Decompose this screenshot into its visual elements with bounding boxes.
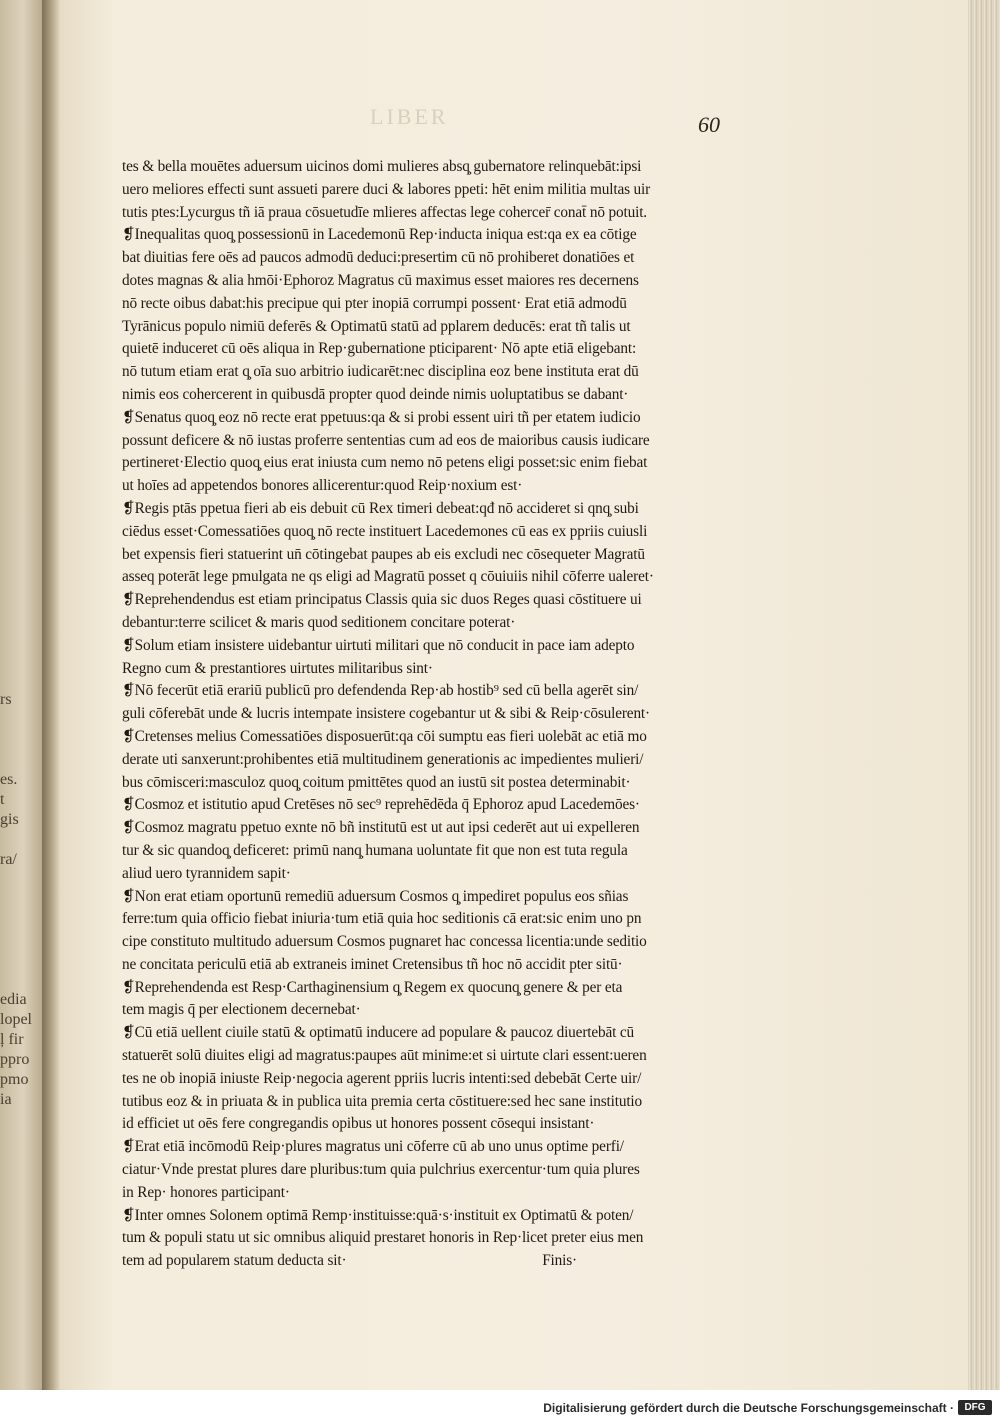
text-line: uero meliores effecti sunt assueti parere duci & labores ppeti: hēt enim militia multas uir (122, 180, 651, 198)
text-line: ne concitata periculū etiā ab extraneis iminet Cretensibus tñ hoc nō accidit pter sitū· (122, 955, 623, 973)
running-head-showthrough: LIBER (370, 104, 449, 129)
text-line: Regno cum & prestantiores uirtutes militaribus sint· (122, 659, 433, 677)
text-line: debantur:terre scilicet & maris quod seditionem concitare poterat· (122, 613, 516, 631)
text-line: statuerēt solū diuites eligi ad magratus:paupes aūt minime:et si uirtute clari essent:ueren (122, 1047, 647, 1065)
text-line: bus cōmisceri:masculoz quoq̧ coitum pmittētes quod an iustū sit postea determinabit· (122, 773, 631, 791)
facing-page-edge (0, 0, 42, 1390)
facing-page-fragment: edia (0, 991, 27, 1008)
text-line: ❡Non erat etiam oportunū remediū aduersum Cosmos q̧ impediret populus eos sñias (122, 887, 629, 905)
facing-page-fragment: es. (0, 771, 18, 788)
text-line: id efficiet ut oēs fere congregandis opibus ut honores possent cōsequi insistant· (122, 1115, 595, 1133)
text-line: aliud uero tyrannidem sapit· (122, 864, 291, 882)
text-line: asseq poterāt lege pmulgata ne qs eligi ad Magratū posset q cōuiuiis nihil cōferre ualeret· (122, 568, 654, 586)
facing-page-fragment: gis (0, 811, 19, 828)
facing-page-fragment: ia (0, 1091, 12, 1108)
dfg-logo: DFG (958, 1400, 992, 1415)
text-line: tutis ptes:Lycurgus tñ iā praua cōsuetudīe mlieres affectas lege cohercer̄ conat̄ nō potuit. (122, 203, 647, 221)
facing-page-fragment (0, 930, 30, 950)
folio-number: 60 (698, 112, 720, 137)
facing-page-fragment (0, 870, 30, 890)
text-line: ❡Reprehendenda est Resp·Carthaginensium q̧ Regem ex quocunq̧ genere & per eta (122, 978, 623, 996)
facing-page-fragment: ra/ (0, 851, 17, 868)
book-gutter (42, 0, 60, 1390)
text-line: ❡Senatus quoq̧ eoz nō recte erat ppetuus:qa & si probi essent uiri tñ per etatem iudicio (122, 408, 641, 426)
facing-page-fragments (0, 690, 30, 1110)
text-line: nō tutum etiam erat q̧ oīa suo arbitrio iudicarēt:nec disciplina eoz bene instituta erat dū (122, 363, 639, 381)
text-line: tes ne ob inopiā iniuste Reip·negocia agerent ppriis lucris intenti:sed debebāt Certe uir/ (122, 1069, 642, 1087)
facing-page-fragment (0, 750, 30, 770)
facing-page-fragment (0, 710, 30, 730)
main-text-block (122, 156, 762, 1273)
facing-page-fragment (0, 830, 30, 850)
text-line: Tyrānicus populo nimiū deferēs & Optimatū statū ad pplarem deducēs: erat tñ talis ut (122, 317, 631, 335)
facing-page-fragment: t (0, 791, 5, 808)
text-line-end: tem ad popularem statum deducta sit· (122, 1252, 347, 1270)
digitization-credit: Digitalisierung gefördert durch die Deutsche Forschungsgemeinschaft · (543, 1401, 954, 1415)
text-line: ❡Cretenses melius Comessatiōes disposuerūt:qa cōi sumptu eas fieri uolebāt ac etiā mo (122, 727, 647, 745)
text-line: tum & populi statu ut sic omnibus aliquid prestaret honoris in Rep·licet preter eius men (122, 1229, 644, 1247)
text-line: quietē induceret cū oēs aliqua in Rep·gubernatione pticiparent· Nō apte etiā eligebant: (122, 340, 637, 358)
text-line: ciatur·Vnde prestat plures dare pluribus:tum quia pulchrius exercentur·tum quia plures (122, 1161, 640, 1179)
text-line: in Rep· honores participant· (122, 1183, 290, 1201)
text-line: bet expensis fieri statuerint un̄ cōtingebat paupes ab eis excludi nec cōsequeter Magratū (122, 545, 645, 563)
text-line: ❡Nō fecerūt etiā erariū publicū pro defendenda Rep·ab hostib⁹ sed cū bella agerēt sin/ (122, 682, 639, 700)
facing-page-fragment: lopel (0, 1011, 32, 1028)
facing-page-fragment: ļ fir (0, 1031, 24, 1048)
text-line: bat diuitias fere oēs ad paucos admodū deduci:presertim cū nō prohiberet donatiōes et (122, 249, 635, 267)
text-line: derate uti sanxerunt:prohibentes etiā multitudinem generationis ac impedientes mulieri/ (122, 750, 644, 768)
text-line: ❡Solum etiam insistere uidebantur uirtuti militari que nō conducit in pace iam adepto (122, 636, 635, 654)
facing-page-fragment: rs (0, 691, 12, 708)
text-line: tur & sic quandoq̧ deficeret: primū nanq̧ humana uoluntate fit que non est tuta regula (122, 841, 628, 859)
text-line: ❡Erat etiā incōmodū Reip·plures magratus uni cōferre cū ab uno unus optime perfi/ (122, 1138, 624, 1156)
facing-page-fragment: ppro (0, 1051, 30, 1068)
text-line: ❡Cosmoz et istitutio apud Cretēses nō sec⁹ reprehēdēda q̄ Ephoroz apud Lacedemōes· (122, 796, 640, 814)
text-line: nimis eos cohercerent in quibusdā propter quod deinde nimis uoluptatibus se dabant· (122, 385, 629, 403)
facing-page-fragment (0, 970, 30, 990)
text-line: tem magis q̄ per electionem decernebat· (122, 1001, 361, 1019)
facing-page-fragment (0, 950, 30, 970)
text-line: ut hoīes ad appetendos bonores allicerentur:quod Reip·noxium est· (122, 477, 523, 495)
text-line: ❡Inequalitas quoq̧ possessionū in Lacedemonū Rep·inducta iniqua est:qa ex ea cōtige (122, 226, 637, 244)
text-line: ❡Cosmoz magratu ppetuo exnte nō bñ institutū est ut aut ipsi cederēt aut ui expelleren (122, 819, 640, 837)
text-line: possunt deficere & nō iustas proferre sententias cum ad eos de maioribus causis iudicare (122, 431, 650, 449)
text-line: tes & bella mouētes aduersum uicinos domi mulieres absq̧ gubernatore relinquebāt:ipsi (122, 158, 642, 175)
text-line: guli cōferebāt unde & lucris intempate insistere cogebantur ut & sibi & Reip·cōsulerent· (122, 705, 650, 723)
facing-page-fragment (0, 910, 30, 930)
text-line: nō recte oibus dabat:his precipue qui pter inopiā corrumpi possent· Erat etiā admodū (122, 294, 627, 312)
page-edges (968, 0, 1000, 1390)
text-line: ❡Reprehendendus est etiam principatus Classis quia sic duos Reges quasi cōstituere ui (122, 591, 642, 609)
text-line: pertineret·Electio quoq̧ eius erat iniusta cum nemo nō petens eligi posset:sic enim fiebat (122, 454, 648, 472)
text-line (122, 1250, 577, 1273)
facing-page-fragment (0, 890, 30, 910)
text-line: tutibus eoz & in priuata & in publica uita premia certa cōstituere:sed hec sane institutio (122, 1092, 643, 1110)
text-line: ❡Cū etiā uellent ciuile statū & optimatū inducere ad populare & paucoz diuertebāt cū (122, 1024, 635, 1042)
facing-page-fragment: pmo (0, 1071, 29, 1088)
text-line: ferre:tum quia officio fiebat iniuria·tum etiā quia hoc seditionis cā erat:sic enim uno pn (122, 910, 642, 928)
facing-page-fragment (0, 730, 30, 750)
text-line: cipe constituto multitudo aduersum Cosmos pugnaret hac concessa licentia:unde seditio (122, 933, 647, 951)
text-line: ciēdus esset·Comessatiōes quoq̧ nō recte instituert Lacedemones cū eas ex ppriis cuiusli (122, 522, 648, 540)
text-line: ❡Inter omnes Solonem optimā Remp·instituisse:quā·s·instituit ex Optimatū & poten/ (122, 1206, 634, 1224)
finis-mark: Finis· (542, 1252, 577, 1270)
text-line: ❡Regis ptās ppetua fieri ab eis debuit cū Rex timeri debeat:qđ nō accideret si qnq̧ subi (122, 499, 639, 517)
text-line: dotes magnas & alia hmōi·Ephoroz Magratus cū maximus esset maiores res decernens (122, 271, 639, 289)
